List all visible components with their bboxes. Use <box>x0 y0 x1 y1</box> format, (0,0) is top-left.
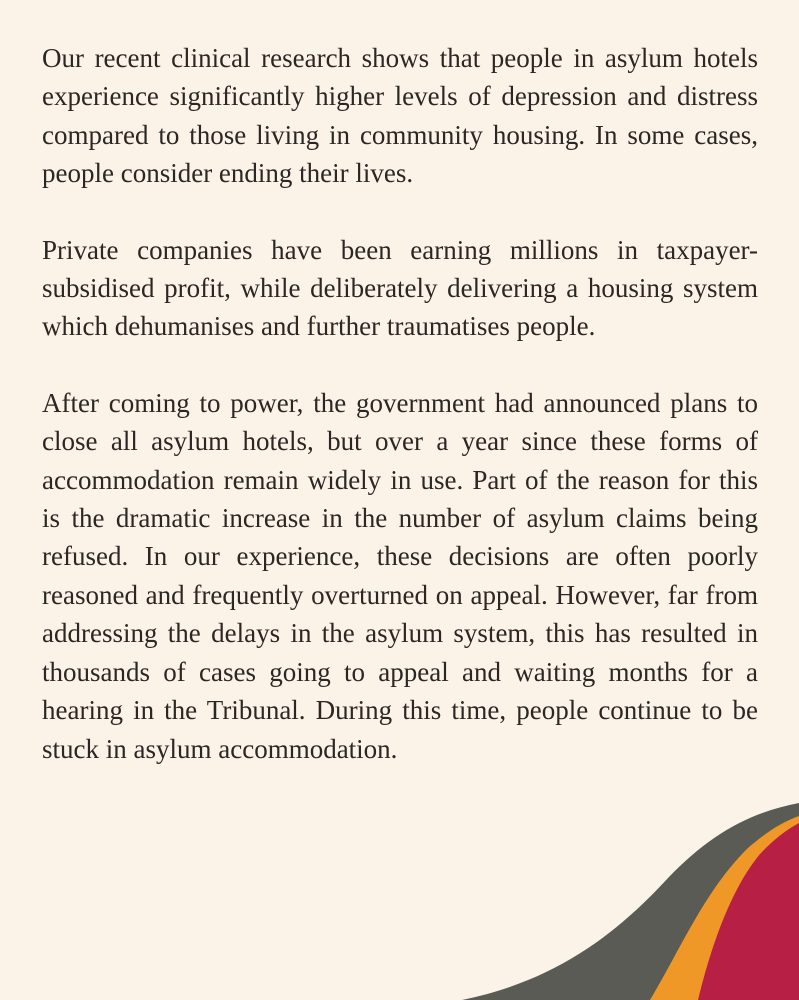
paragraph-research: Our recent clinical research shows that people in asylum hotels experience significantly higher levels of depression and distress compared to those living in community housing. In some cases, people consider ending their lives. <box>42 43 758 189</box>
paragraph-government-plans: After coming to power, the government had announced plans to close all asylum hotels, but over a year since these forms of accommodation remain widely in use. Part of the reason for this is the dramatic increase in the number of asylum claims being refused. In our experience, these decisions are often poorly reasoned and frequently overturned on appeal. However, far from addressing the delays in the asylum system, this has resulted in thousands of cases going to appeal and waiting months for a hearing in the Tribunal. During this time, people continue to be stuck in asylum accommodation. <box>42 387 758 764</box>
article-body <box>42 39 758 768</box>
wave-orange-band <box>650 816 799 1000</box>
wave-crimson-band <box>698 823 799 1000</box>
paragraph-private-companies: Private companies have been earning millions in taxpayer-subsidised profit, while deliberately delivering a housing system which dehumanises and further traumatises people. <box>42 234 758 342</box>
wave-dark-band <box>462 803 799 1000</box>
